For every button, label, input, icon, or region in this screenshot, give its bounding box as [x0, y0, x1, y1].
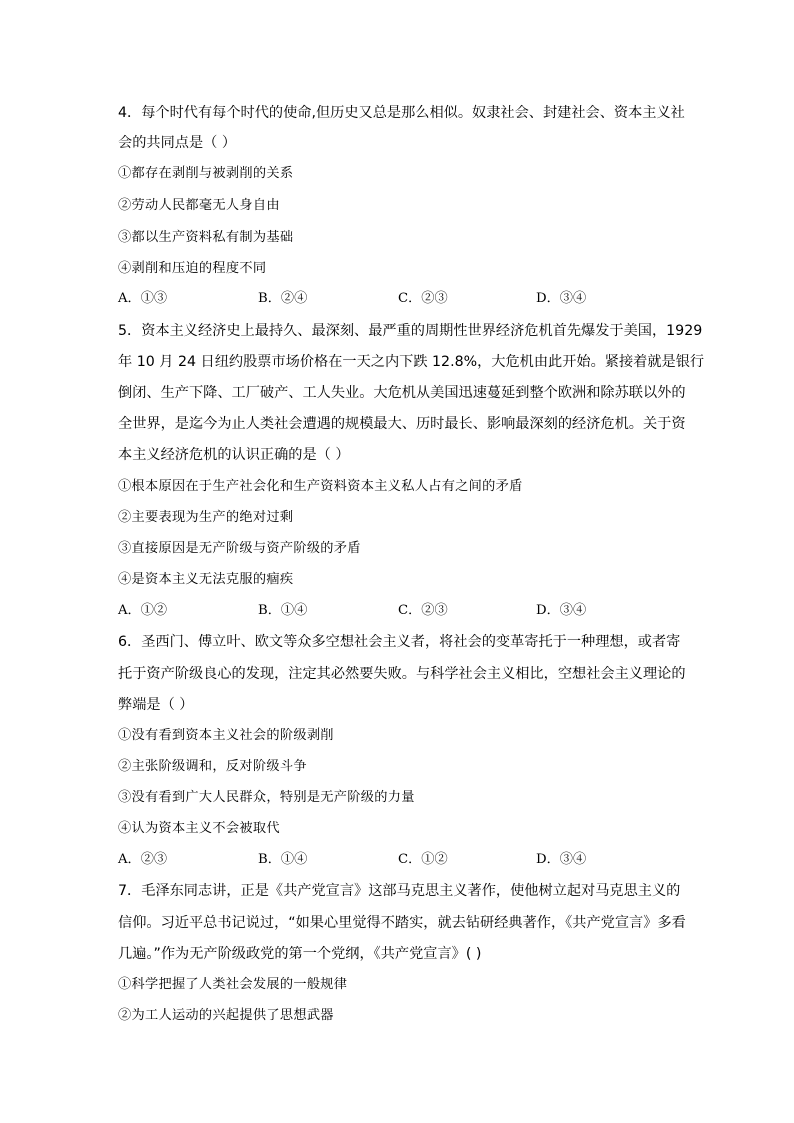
choice-c: C．②③ — [398, 603, 448, 618]
question-6-stem-line-2: 托于资产阶级良心的发现，注定其必然要失败。与科学社会主义相比，空想社会主义理论的 — [118, 666, 686, 682]
question-5-stem-line-1: 5．资本主义经济史上最持久、最深刻、最严重的周期性世界经济危机首先爆发于美国，1929 — [118, 323, 703, 339]
question-4-stem-line-1: 4．每个时代有每个时代的使命,但历史又总是那么相似。奴隶社会、封建社会、资本主义社 — [118, 105, 685, 121]
choice-b: B．①④ — [258, 852, 308, 867]
choice-a: A．①② — [118, 603, 168, 618]
choice-d: D．③④ — [536, 291, 587, 306]
choice-c: C．①② — [398, 852, 448, 867]
question-5-choices — [118, 601, 678, 621]
question-6-stem-line-1: 6．圣西门、傅立叶、欧文等众多空想社会主义者，将社会的变革寄托于一种理想，或者寄 — [118, 634, 681, 650]
choice-b: B．②④ — [258, 291, 308, 306]
question-4-option-1: ①都存在剥削与被剥削的关系 — [118, 166, 294, 181]
question-6-option-2: ②主张阶级调和，反对阶级斗争 — [118, 759, 307, 774]
question-5-stem-line-3: 倒闭、生产下降、工厂破产、工人失业。大危机从美国迅速蔓延到整个欧洲和除苏联以外的 — [118, 385, 686, 401]
question-4-stem-line-2: 会的共同点是（ ） — [118, 135, 237, 151]
question-5-stem-line-2: 年 10 月 24 日纽约股票市场价格在一天之内下跌 12.8%，大危机由此开始。紧接着就是银行 — [118, 354, 705, 370]
question-7-option-2: ②为工人运动的兴起提供了思想武器 — [118, 1008, 334, 1023]
question-7-option-1: ①科学把握了人类社会发展的一般规律 — [118, 977, 348, 992]
question-6-option-1: ①没有看到资本主义社会的阶级剥削 — [118, 728, 334, 743]
question-5-option-4: ④是资本主义无法克服的痼疾 — [118, 572, 294, 587]
choice-a: A．②③ — [118, 852, 168, 867]
choice-c: C．②③ — [398, 291, 448, 306]
question-5-option-3: ③直接原因是无产阶级与资产阶级的矛盾 — [118, 541, 361, 556]
question-7-stem-line-1: 7．毛泽东同志讲，正是《共产党宣言》这部马克思主义著作，使他树立起对马克思主义的 — [118, 883, 681, 899]
choice-a: A．①③ — [118, 291, 168, 306]
choice-d: D．③④ — [536, 852, 587, 867]
question-6-option-3: ③没有看到广大人民群众，特别是无产阶级的力量 — [118, 790, 415, 805]
question-5-stem-line-5: 本主义经济危机的认识正确的是（ ） — [118, 447, 350, 463]
question-6-option-4: ④认为资本主义不会被取代 — [118, 821, 280, 836]
question-4-option-3: ③都以生产资料私有制为基础 — [118, 230, 294, 245]
question-6-choices — [118, 850, 678, 870]
question-6-stem-line-3: 弊端是（ ） — [118, 697, 194, 713]
question-4-choices — [118, 289, 678, 309]
choice-b: B．①④ — [258, 603, 308, 618]
question-7-stem-line-3: 几遍。”作为无产阶级政党的第一个党纲，《共产党宣言》( ) — [118, 946, 482, 962]
question-5-stem-line-4: 全世界，是迄今为止人类社会遭遇的规模最大、历时最长、影响最深刻的经济危机。关于资 — [118, 416, 686, 432]
question-7-stem-line-2: 信仰。习近平总书记说过，“如果心里觉得不踏实，就去钻研经典著作，《共产党宣言》多看 — [118, 915, 686, 931]
choice-d: D．③④ — [536, 603, 587, 618]
question-5-option-1: ①根本原因在于生产社会化和生产资料资本主义私人占有之间的矛盾 — [118, 479, 523, 494]
question-5-option-2: ②主要表现为生产的绝对过剩 — [118, 510, 294, 525]
question-4-option-4: ④剥削和压迫的程度不同 — [118, 261, 267, 276]
question-4-option-2: ②劳动人民都毫无人身自由 — [118, 198, 280, 213]
